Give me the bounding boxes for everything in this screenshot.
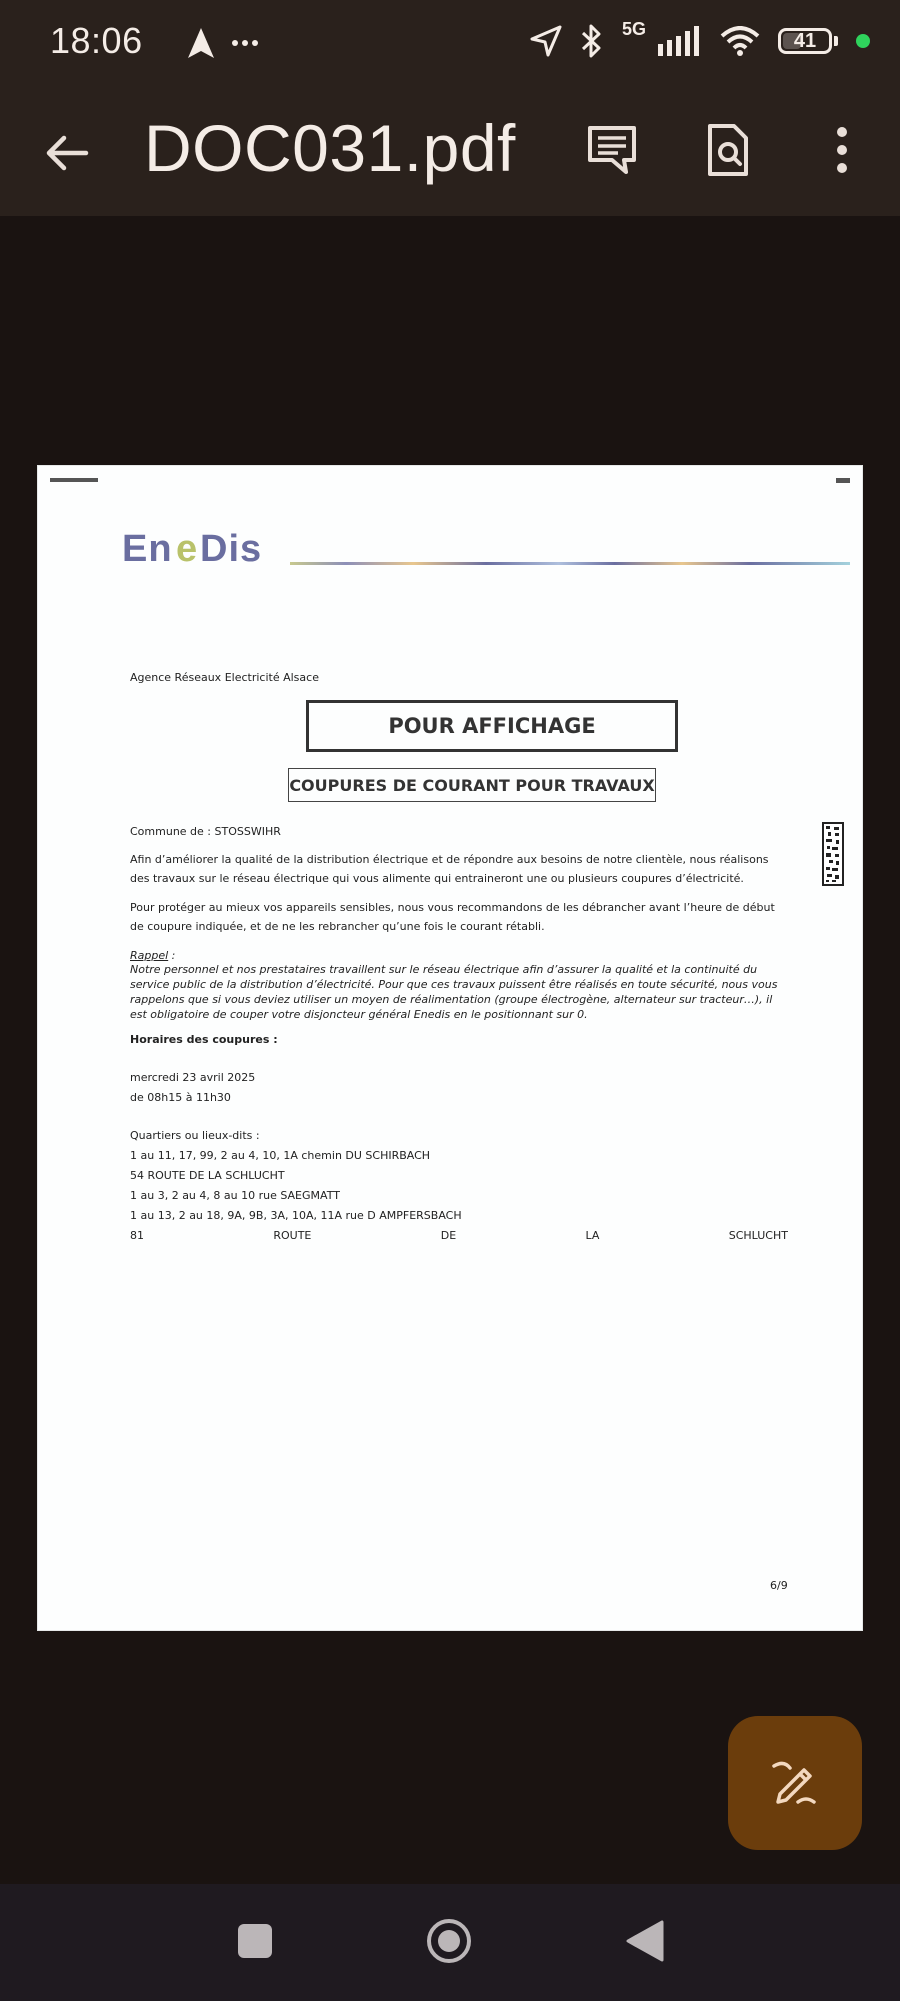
location-icon [530,25,562,57]
battery-indicator [778,28,832,54]
more-vert-icon[interactable] [816,122,872,178]
wifi-icon [720,26,760,56]
svg-text:En: En [122,530,173,566]
scan-mark [50,478,98,482]
pdf-page[interactable] [38,466,862,1630]
page-number: 6/9 [770,1579,788,1592]
title-pour-affichage: POUR AFFICHAGE [306,700,678,752]
address-word: LA [585,1229,600,1242]
address-word: DE [440,1229,457,1242]
document-title: DOC031.pdf [144,111,516,185]
address-line: 54 ROUTE DE LA SCHLUCHT [130,1169,285,1182]
comment-icon[interactable] [584,122,640,178]
edit-pen-icon [768,1756,822,1810]
rappel-text: Notre personnel et nos prestataires travaillent sur le réseau électrique afin d’assurer la qualité et la continuité du service public de la distribution d’électricité. Pour que ces travaux puissent être réalisés en toute sécurité, nous vous rappelons que si vous deviez utiliser un moyen de réalimentation (groupe électrogène, alternateur sur tracteur…), il est obligatoire de couper votre disjoncteur général Enedis en le positionnant sur 0. [130,963,778,1021]
coupure-date: mercredi 23 avril 2025 [130,1071,256,1084]
bluetooth-icon [580,24,604,58]
title-coupures: COUPURES DE COURANT POUR TRAVAUX [288,768,656,802]
home-button[interactable] [426,1918,472,1964]
address-word: SCHLUCHT [728,1229,788,1242]
address-line: 1 au 11, 17, 99, 2 au 4, 10, 1A chemin DU SCHIRBACH [130,1149,431,1162]
navigation-arrow-icon [188,28,214,58]
address-word: ROUTE [273,1229,312,1242]
address-line-justified [130,1226,788,1245]
nav-back-button[interactable] [626,1920,664,1962]
battery-tip [834,36,838,46]
paragraph-intro: Afin d’améliorer la qualité de la distribution électrique et de répondre aux besoins de notre clientèle, nous réalisons des travaux sur le réseau électrique qui vous alimente qui entraineront une ou plusieurs coupures d’électricité. [130,853,769,885]
coupure-heure: de 08h15 à 11h30 [130,1091,231,1104]
paragraph-protection: Pour protéger au mieux vos appareils sensibles, nous vous recommandons de les débrancher avant l’heure de début de coupure indiquée, et de ne les rebrancher qu’une fois le courant rétabli. [130,901,775,933]
address-word: 81 [130,1229,144,1242]
address-line: 1 au 3, 2 au 4, 8 au 10 rue SAEGMATT [130,1189,340,1202]
network-type: 5G [621,19,646,39]
recents-button[interactable] [238,1924,272,1958]
agence-label: Agence Réseaux Electricité Alsace [130,671,319,684]
rappel-heading: Rappel : [130,949,176,962]
more-notifications-icon [232,39,258,47]
rappel-label: Rappel [130,949,169,962]
app-toolbar [0,88,900,216]
quartiers-heading: Quartiers ou lieux-dits : [130,1129,260,1142]
svg-text:e: e [176,530,200,566]
status-bar [0,0,900,88]
status-time: 18:06 [50,20,143,61]
arrow-back-icon[interactable] [42,128,92,178]
logo-divider-line [290,562,850,565]
enedis-logo [122,530,278,576]
privacy-indicator-dot [856,34,870,48]
scan-mark [836,478,850,483]
svg-text:Dis: Dis [200,530,263,566]
edit-fab-button[interactable] [728,1716,862,1850]
document-search-icon[interactable] [700,122,756,178]
horaires-heading: Horaires des coupures : [130,1033,278,1046]
signal-icon [658,26,702,56]
commune-line: Commune de : STOSSWIHR [130,825,281,838]
battery-percent: 41 [793,29,817,52]
address-line: 1 au 13, 2 au 18, 9A, 9B, 3A, 10A, 11A rue D AMPFERSBACH [130,1209,462,1222]
qr-code [822,822,844,886]
